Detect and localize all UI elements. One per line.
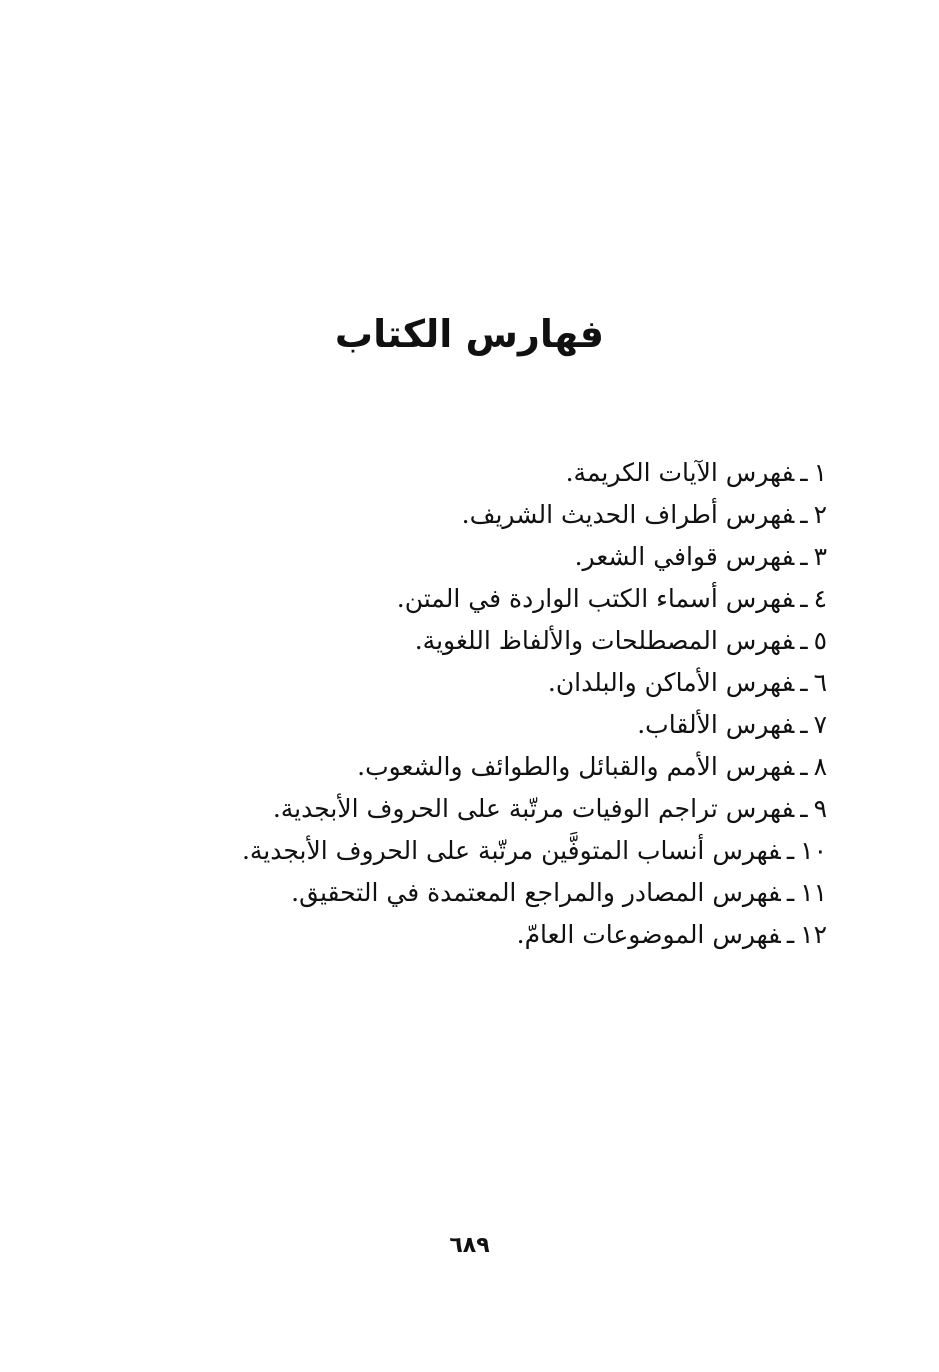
item-label: فهرس الموضوعات العامّ. (516, 920, 781, 949)
list-item (127, 914, 827, 956)
item-label: فهرس أنساب المتوفَّين مرتّبة على الحروف الأبجدية. (241, 836, 781, 865)
item-number: ٧ (813, 710, 827, 739)
list-item (127, 494, 827, 536)
item-separator: ـ (800, 500, 808, 529)
item-separator: ـ (786, 836, 795, 865)
item-number: ٢ (813, 500, 827, 529)
item-separator: ـ (800, 458, 808, 487)
item-separator: ـ (800, 752, 808, 781)
item-label: فهرس تراجم الوفيات مرتّبة على الحروف الأبجدية. (272, 794, 795, 823)
item-number: ١٠ (800, 836, 827, 865)
list-item (127, 620, 827, 662)
item-separator: ـ (786, 878, 795, 907)
item-label: فهرس أسماء الكتب الواردة في المتن. (396, 584, 795, 613)
item-label: فهرس المصادر والمراجع المعتمدة في التحقيق. (291, 878, 781, 907)
item-label: فهرس الأماكن والبلدان. (547, 668, 795, 697)
item-number: ٨ (813, 752, 827, 781)
item-label: فهرس الآيات الكريمة. (565, 458, 795, 487)
page-title: فهارس الكتاب (334, 312, 605, 356)
item-separator: ـ (800, 710, 808, 739)
item-label: فهرس الألقاب. (637, 710, 795, 739)
page-number: ٦٨٩ (449, 1233, 490, 1258)
list-item (127, 578, 827, 620)
item-number: ١ (813, 458, 827, 487)
list-item (127, 788, 827, 830)
list-item (127, 830, 827, 872)
item-number: ١١ (800, 878, 827, 907)
item-separator: ـ (800, 542, 808, 571)
item-separator: ـ (786, 920, 795, 949)
item-number: ٥ (813, 626, 827, 655)
item-number: ٩ (813, 794, 827, 823)
item-separator: ـ (800, 794, 808, 823)
item-label: فهرس الأمم والقبائل والطوائف والشعوب. (357, 752, 795, 781)
list-item (127, 746, 827, 788)
item-label: فهرس المصطلحات والألفاظ اللغوية. (414, 626, 795, 655)
item-number: ٤ (813, 584, 827, 613)
item-number: ٦ (813, 668, 827, 697)
item-label: فهرس أطراف الحديث الشريف. (461, 500, 795, 529)
list-item (127, 872, 827, 914)
item-separator: ـ (800, 584, 808, 613)
list-item (127, 662, 827, 704)
item-label: فهرس قوافي الشعر. (574, 542, 795, 571)
item-separator: ـ (800, 668, 808, 697)
list-item (127, 704, 827, 746)
item-number: ١٢ (800, 920, 827, 949)
list-item (127, 536, 827, 578)
index-list (127, 452, 827, 956)
list-item (127, 452, 827, 494)
item-number: ٣ (813, 542, 827, 571)
item-separator: ـ (800, 626, 808, 655)
